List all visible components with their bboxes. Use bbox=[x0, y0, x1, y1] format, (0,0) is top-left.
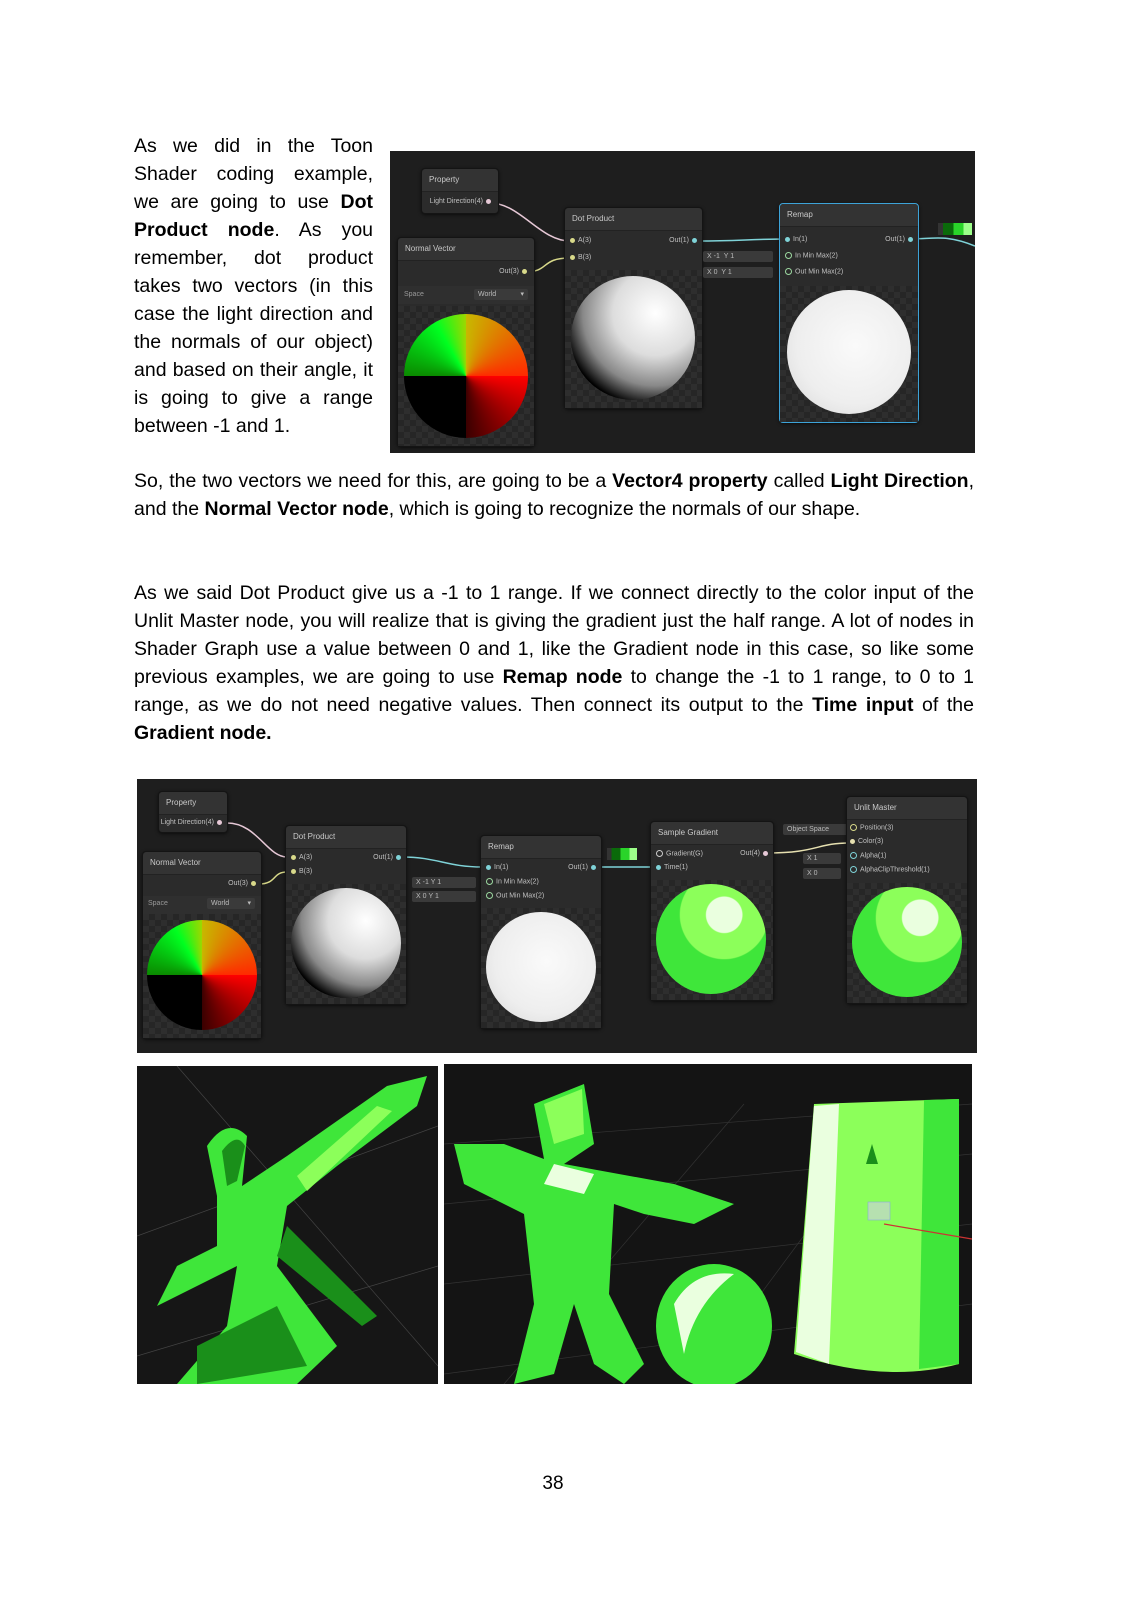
node-title: Property bbox=[422, 169, 498, 192]
input-b-port[interactable]: B(3) bbox=[567, 254, 591, 261]
alpha-port[interactable]: Alpha(1) bbox=[847, 852, 886, 859]
normal-vector-node[interactable] bbox=[142, 851, 262, 1039]
node-title: Dot Product bbox=[286, 826, 406, 849]
clip-value-field[interactable]: X 0 bbox=[803, 868, 841, 879]
in-min-max-field[interactable]: X -1 Y 1 bbox=[412, 877, 476, 888]
input-a-port[interactable]: A(3) bbox=[567, 237, 591, 244]
property-node[interactable] bbox=[158, 791, 228, 833]
lizard-render-left bbox=[137, 1066, 438, 1384]
out-min-max-field[interactable]: X 0 Y 1 bbox=[412, 891, 476, 902]
shader-graph-screenshot-1 bbox=[390, 151, 975, 453]
sample-gradient-node[interactable] bbox=[650, 821, 774, 1001]
remap-paragraph: As we said Dot Product give us a -1 to 1 range. If we connect directly to the color input of the Unlit Master node, you will realize that is giving the gradient just the half range. A lot of nodes in Shader Graph use a value between 0 and 1, like the Gradient node in this case, so like some previous examples, we are going to use Remap node to change the -1 to 1 range, to 0 to 1 range, as we do not need negative values. Then connect its output to the Time input of the Gradient node. bbox=[134, 582, 974, 744]
gradient-swatch[interactable] bbox=[607, 848, 637, 860]
remap-out-min-max-port[interactable]: Out Min Max(2) bbox=[483, 892, 544, 899]
property-node[interactable] bbox=[421, 168, 499, 214]
remap-in-min-max-port[interactable]: In Min Max(2) bbox=[782, 252, 838, 259]
unlit-master-node[interactable] bbox=[846, 796, 968, 1004]
dot-preview-sphere bbox=[571, 276, 695, 400]
dot-product-node[interactable] bbox=[564, 207, 703, 409]
node-title: Remap bbox=[780, 204, 918, 227]
vectors-paragraph: So, the two vectors we need for this, are going to be a Vector4 property called Light Direction, and the Normal Vector node, which is going to recognize the normals of our shape. bbox=[134, 470, 974, 520]
object-space-field[interactable]: Object Space bbox=[783, 824, 851, 835]
remap-out-port[interactable]: Out(1) bbox=[885, 236, 916, 243]
alpha-clip-port[interactable]: AlphaClipThreshold(1) bbox=[847, 866, 930, 873]
light-direction-output[interactable]: Light Direction(4) bbox=[161, 819, 225, 826]
space-label: Space bbox=[148, 900, 168, 907]
remap-in-port[interactable]: In(1) bbox=[483, 864, 508, 871]
toon-lizard-illustration bbox=[137, 1066, 438, 1384]
master-preview-sphere bbox=[852, 887, 962, 997]
input-b-port[interactable]: B(3) bbox=[288, 868, 312, 875]
normal-preview-sphere bbox=[147, 920, 257, 1030]
dot-out-port[interactable]: Out(1) bbox=[669, 237, 700, 244]
remap-node[interactable] bbox=[779, 203, 919, 423]
normal-vector-node[interactable] bbox=[397, 237, 535, 447]
dropdown-arrow-icon: ▾ bbox=[247, 900, 251, 907]
shader-graph-screenshot-2 bbox=[137, 779, 977, 1053]
node-title: Normal Vector bbox=[143, 852, 261, 875]
out-min-max-field[interactable]: X 0 Y 1 bbox=[703, 267, 773, 278]
page-number: 38 bbox=[542, 1473, 564, 1494]
node-title: Sample Gradient bbox=[651, 822, 773, 845]
toon-scene-illustration bbox=[444, 1064, 972, 1384]
node-title: Normal Vector bbox=[398, 238, 534, 261]
gradient-swatch[interactable] bbox=[938, 223, 972, 235]
normal-preview-sphere bbox=[404, 314, 528, 438]
normal-out-port[interactable]: Out(3) bbox=[499, 268, 530, 275]
remap-out-port[interactable]: Out(1) bbox=[568, 864, 599, 871]
remap-in-min-max-port[interactable]: In Min Max(2) bbox=[483, 878, 539, 885]
dot-product-node[interactable] bbox=[285, 825, 407, 1005]
gradient-preview-sphere bbox=[656, 884, 766, 994]
color-port[interactable]: Color(3) bbox=[847, 838, 883, 845]
remap-in-port[interactable]: In(1) bbox=[782, 236, 807, 243]
normal-out-port[interactable]: Out(3) bbox=[228, 880, 259, 887]
time-in-port[interactable]: Time(1) bbox=[653, 864, 688, 871]
remap-node[interactable] bbox=[480, 835, 602, 1029]
light-direction-output[interactable]: Light Direction(4) bbox=[430, 198, 494, 205]
input-a-port[interactable]: A(3) bbox=[288, 854, 312, 861]
space-dropdown[interactable]: World ▾ bbox=[474, 289, 528, 300]
gradient-in-port[interactable]: Gradient(G) bbox=[653, 850, 703, 857]
remap-preview-sphere bbox=[486, 912, 596, 1022]
in-min-max-field[interactable]: X -1 Y 1 bbox=[703, 251, 773, 262]
node-title: Remap bbox=[481, 836, 601, 859]
node-title: Unlit Master bbox=[847, 797, 967, 820]
dropdown-arrow-icon: ▾ bbox=[520, 291, 524, 298]
node-title: Property bbox=[159, 792, 227, 815]
position-port[interactable]: Position(3) bbox=[847, 824, 893, 831]
alpha-value-field[interactable]: X 1 bbox=[803, 853, 841, 864]
dot-preview-sphere bbox=[291, 888, 401, 998]
remap-preview-sphere bbox=[787, 290, 911, 414]
gradient-out-port[interactable]: Out(4) bbox=[740, 850, 771, 857]
dot-out-port[interactable]: Out(1) bbox=[373, 854, 404, 861]
remap-out-min-max-port[interactable]: Out Min Max(2) bbox=[782, 268, 843, 275]
lizard-render-right bbox=[444, 1064, 972, 1384]
space-label: Space bbox=[404, 291, 424, 298]
intro-paragraph: As we did in the Toon Shader coding example, we are going to use Dot Product node. As you remember, dot product takes two vectors (in this case the light direction and the normals of our object) and based on their angle, it is going to give a range between -1 and 1. bbox=[134, 135, 374, 437]
node-title: Dot Product bbox=[565, 208, 702, 231]
space-dropdown[interactable]: World ▾ bbox=[207, 898, 255, 909]
